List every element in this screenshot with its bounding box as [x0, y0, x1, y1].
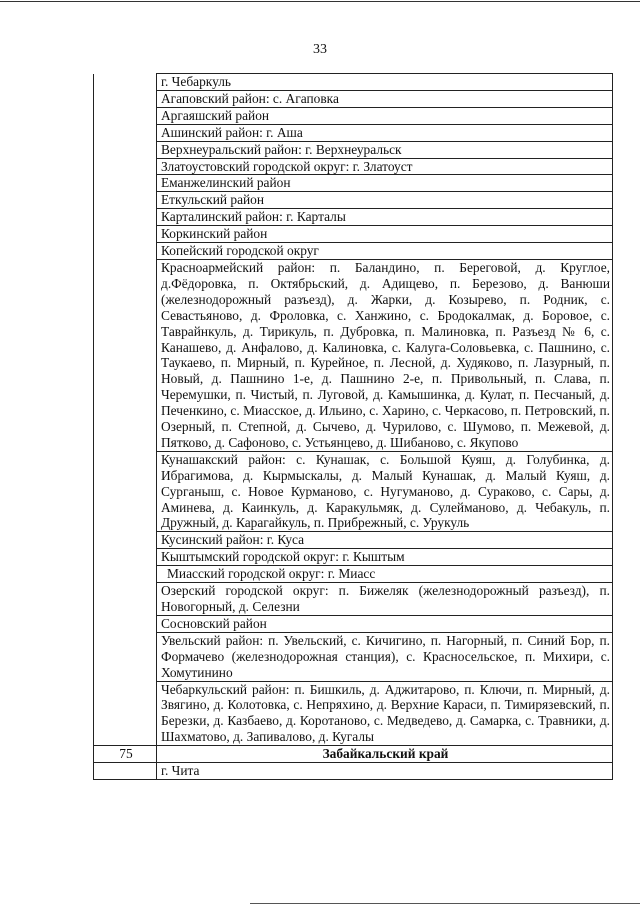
row-number-cell: 75 — [94, 746, 157, 763]
table-row — [94, 158, 613, 175]
row-number-cell — [94, 532, 157, 549]
row-number-cell — [94, 549, 157, 566]
row-number-cell — [94, 566, 157, 583]
row-number-cell — [94, 226, 157, 243]
table-row — [94, 90, 613, 107]
settlements-table — [93, 73, 613, 780]
settlement-cell: Агаповский район: с. Агаповка — [157, 90, 613, 107]
table-row — [94, 243, 613, 260]
table-row — [94, 532, 613, 549]
table-row — [94, 763, 613, 780]
table-row — [94, 209, 613, 226]
settlement-cell: Еткульский район — [157, 192, 613, 209]
table-row — [94, 226, 613, 243]
row-number-cell — [94, 107, 157, 124]
scan-bottom-edge — [250, 903, 640, 904]
settlement-cell: Верхнеуральский район: г. Верхнеуральск — [157, 141, 613, 158]
settlement-cell: Кунашакский район: с. Кунашак, с. Большой Куяш, д. Голубинка, д. Ибрагимова, д. Кырмыскалы, д. Малый Кунашак, д. Малый Куяш, д. Сурганыш, с. Новое Курманово, с. Нугуманово, д. Сураково, с. Сары, д. Аминева, д. Каинкуль, д. Каракульмяк, д. Сулейманово, д. Чебакуль, п. Дружный, д. Карагайкуль, п. Прибрежный, с. Урукуль — [157, 451, 613, 532]
row-number-cell — [94, 615, 157, 632]
page-number: 33 — [313, 42, 327, 57]
table-row — [94, 175, 613, 192]
row-number-cell — [94, 763, 157, 780]
table-row — [94, 549, 613, 566]
table-row — [94, 107, 613, 124]
settlement-cell: Увельский район: п. Увельский, с. Кичигино, п. Нагорный, п. Синий Бор, п. Формачево (железнодорожная станция), с. Красносельское, п. Михири, с. Хомутинино — [157, 632, 613, 681]
table-row — [94, 681, 613, 746]
settlement-cell: Коркинский район — [157, 226, 613, 243]
settlement-cell: Копейский городской округ — [157, 243, 613, 260]
row-number-cell — [94, 259, 157, 451]
row-number-cell — [94, 209, 157, 226]
row-number-cell — [94, 632, 157, 681]
row-number-cell — [94, 451, 157, 532]
row-number-cell — [94, 158, 157, 175]
settlement-cell: Карталинский район: г. Карталы — [157, 209, 613, 226]
settlement-cell: Красноармейский район: п. Баландино, п. Береговой, д. Круглое, д.Фёдоровка, п. Октябрьский, д. Адищево, п. Березово, д. Ванюши (железнодорожный разъезд), д. Жарки, д. Козырево, п. Родник, с. Севастьяново, д. Фроловка, с. Ханжино, с. Бродокалмак, д. Боровое, с. Таврайнкуль, д. Тирикуль, п. Дубровка, п. Малиновка, п. Разъезд № 6, с. Канашево, д. Анфалово, д. Калиновка, с. Калуга-Соловьевка, с. Пашнино, с. Таукаево, п. Мирный, п. Курейное, п. Лесной, д. Худяково, п. Лазурный, п. Новый, д. Пашнино 1-е, д. Пашнино 2-е, п. Привольный, п. Слава, п. Черемушки, п. Чистый, п. Луговой, д. Камышинка, д. Кулат, п. Песчаный, д. Печенкино, с. Миасское, д. Ильино, с. Харино, с. Черкасово, п. Петровский, п. Озерный, п. Степной, д. Сычево, д. Чурилово, с. Шумово, п. Межевой, д. Пятково, д. Сафоново, с. Устьянцево, д. Шибаново, с. Якупово — [157, 259, 613, 451]
row-number-cell — [94, 141, 157, 158]
row-number-cell — [94, 192, 157, 209]
settlement-cell: Еманжелинский район — [157, 175, 613, 192]
row-number-cell — [94, 90, 157, 107]
table-row — [94, 615, 613, 632]
table-row — [94, 259, 613, 451]
settlement-cell: Аргаяшский район — [157, 107, 613, 124]
table-row — [94, 192, 613, 209]
table-row — [94, 124, 613, 141]
settlement-cell: г. Чебаркуль — [157, 74, 613, 91]
table-row — [94, 632, 613, 681]
row-number-cell — [94, 124, 157, 141]
table-row — [94, 583, 613, 616]
settlement-cell: Озерский городской округ: п. Бижеляк (железнодорожный разъезд), п. Новогорный, д. Селезни — [157, 583, 613, 616]
region-title: Забайкальский край — [157, 746, 613, 763]
table-row — [94, 74, 613, 91]
row-number-cell — [94, 583, 157, 616]
settlement-cell: г. Чита — [157, 763, 613, 780]
scan-top-edge — [0, 1, 640, 2]
table-row — [94, 566, 613, 583]
settlement-cell: Кыштымский городской округ: г. Кыштым — [157, 549, 613, 566]
settlement-cell: Миасский городской округ: г. Миасс — [157, 566, 613, 583]
row-number-cell — [94, 175, 157, 192]
row-number-cell — [94, 243, 157, 260]
row-number-cell — [94, 74, 157, 91]
settlement-cell: Чебаркульский район: п. Бишкиль, д. Аджитарово, п. Ключи, п. Мирный, д. Звягино, д. Колотовка, с. Непряхино, д. Верхние Караси, п. Тимирязевский, п. Березки, д. Казбаево, д. Коротаново, с. Медведево, д. Самарка, с. Травники, д. Шахматово, д. Запивалово, д. Кугалы — [157, 681, 613, 746]
region-heading-row — [94, 746, 613, 763]
table-row — [94, 451, 613, 532]
settlement-cell: Ашинский район: г. Аша — [157, 124, 613, 141]
settlement-cell: Златоустовский городской округ: г. Златоуст — [157, 158, 613, 175]
row-number-cell — [94, 681, 157, 746]
settlement-cell: Кусинский район: г. Куса — [157, 532, 613, 549]
table-row — [94, 141, 613, 158]
settlement-cell: Сосновский район — [157, 615, 613, 632]
